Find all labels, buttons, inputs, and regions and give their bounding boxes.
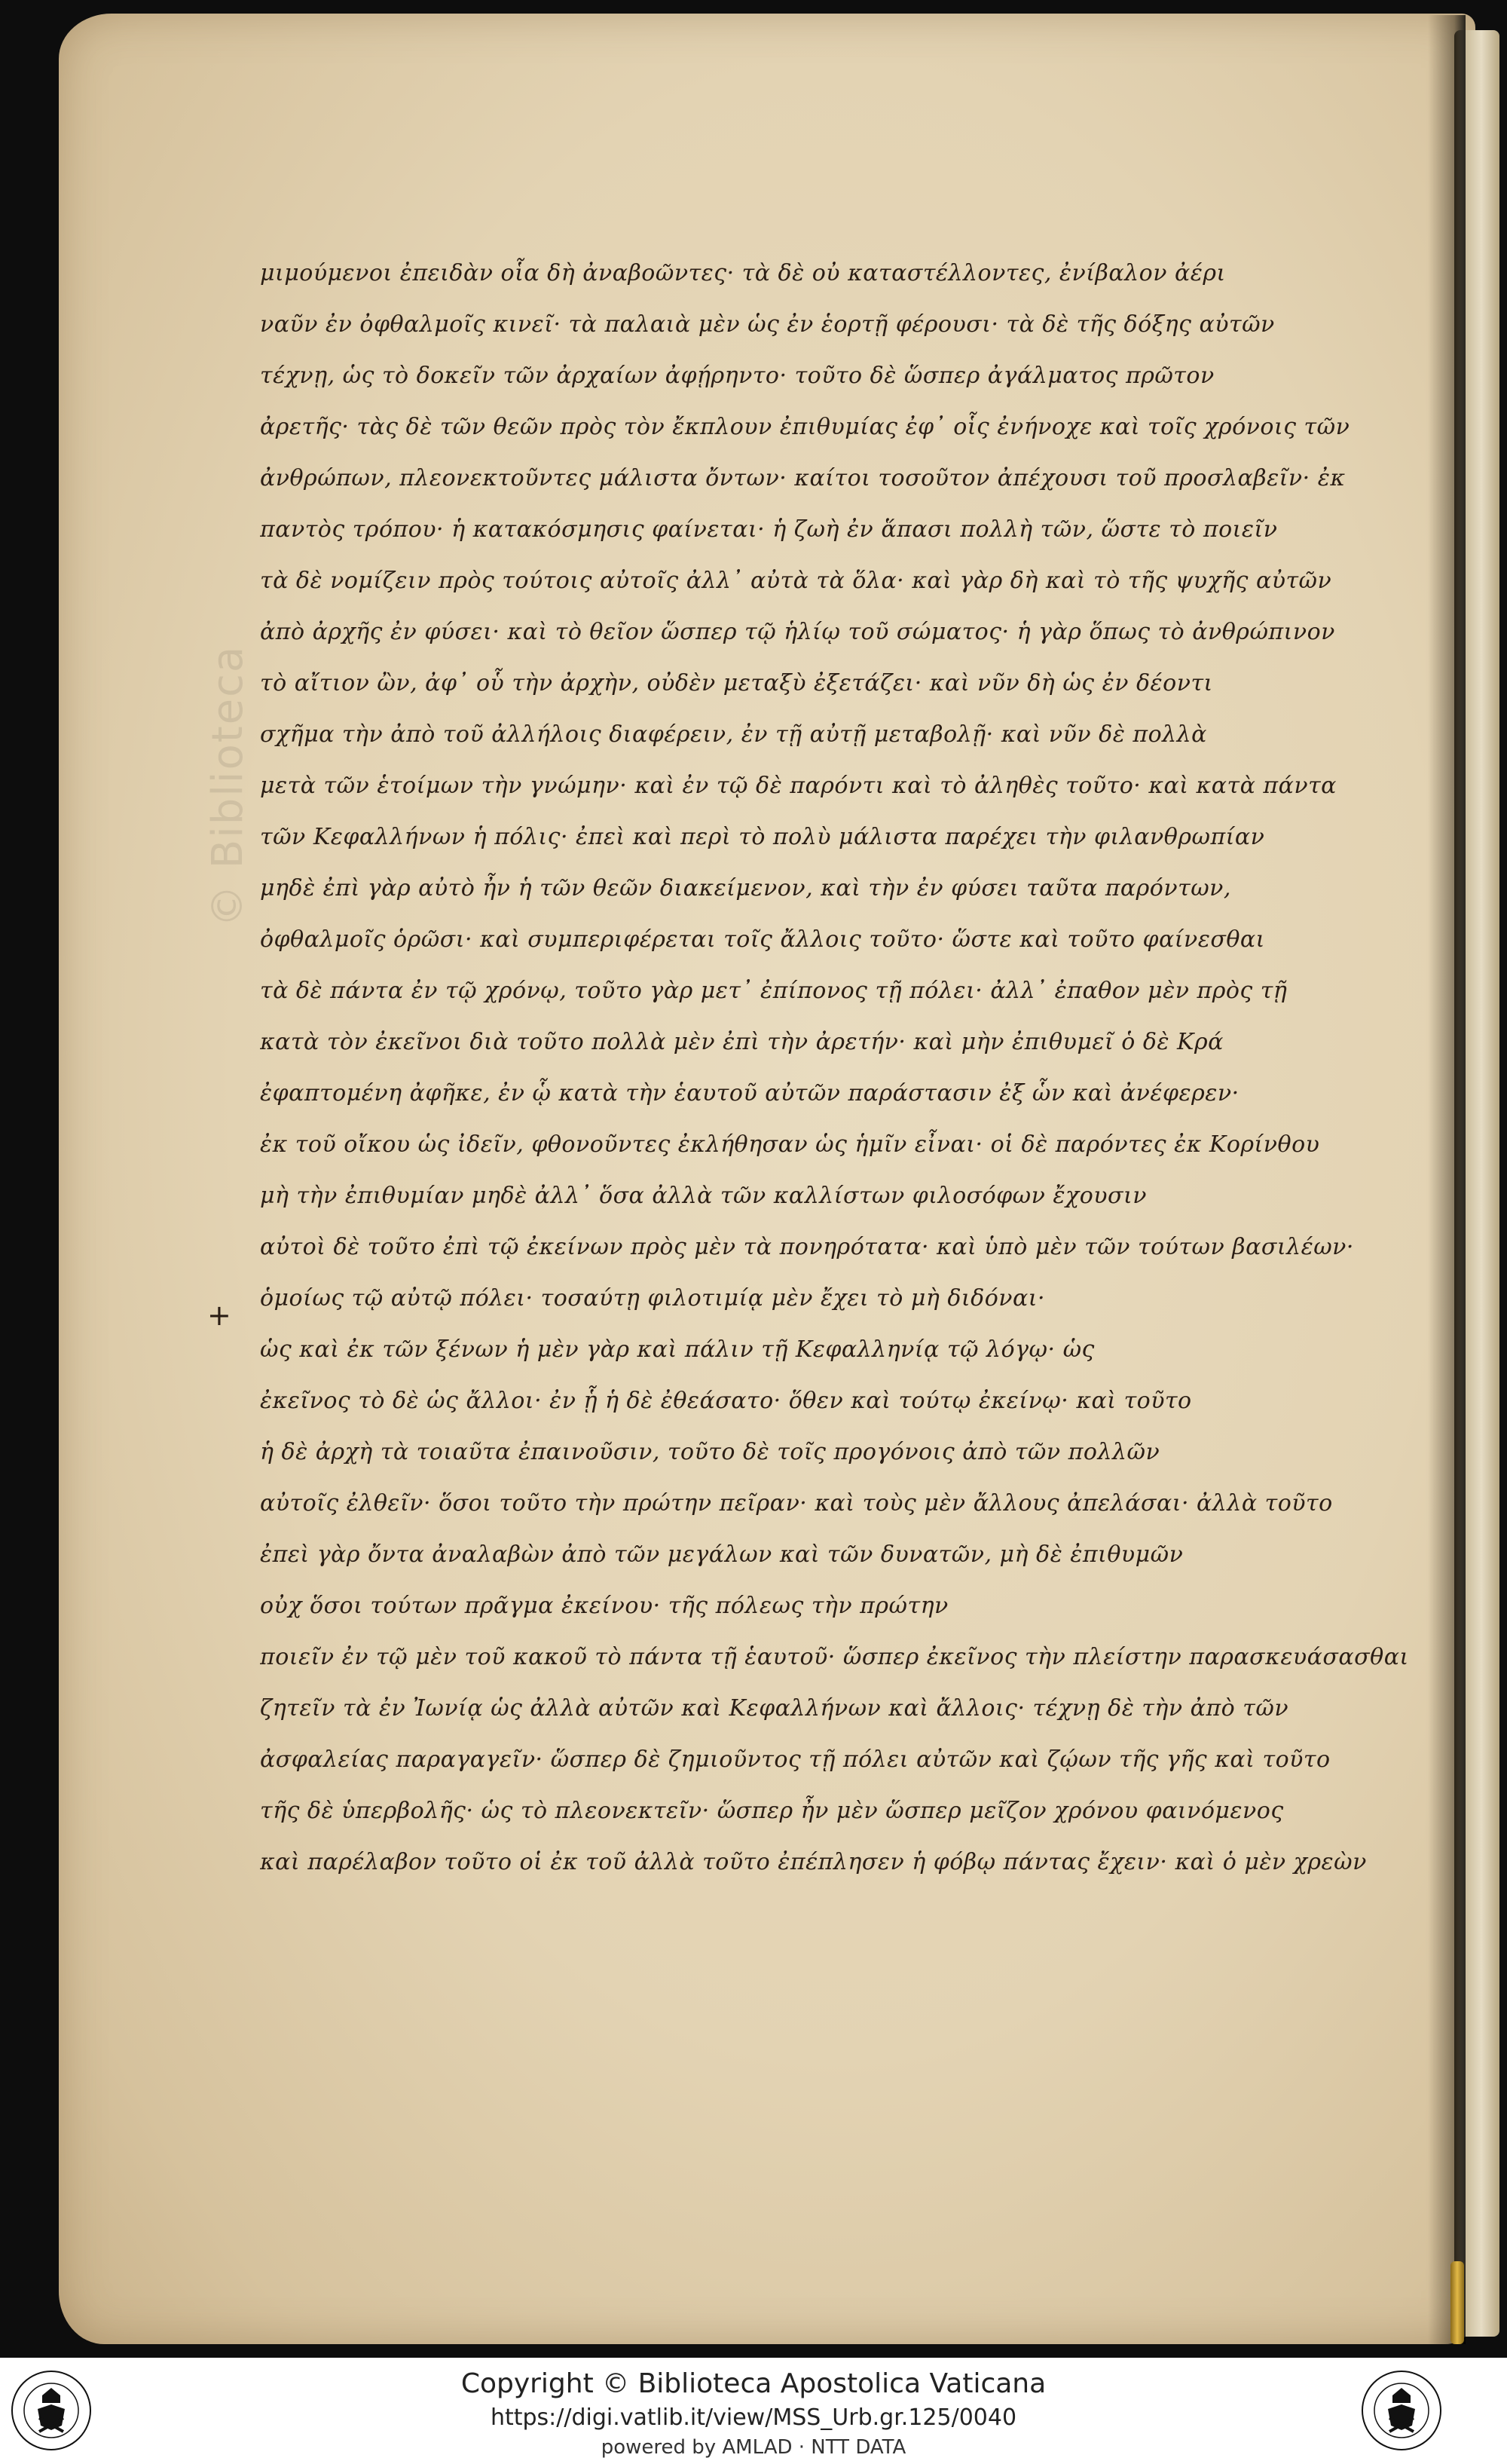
- copyright-notice: Copyright © Biblioteca Apostolica Vaticana: [460, 2368, 1047, 2399]
- manuscript-line: ἀσφαλείας παραγαγεῖν· ὥσπερ δὲ ζημιοῦντος τῇ πόλει αὐτῶν καὶ ζῴων τῆς γῆς καὶ τοῦτο: [260, 1746, 1331, 1773]
- manuscript-line: αὐτοὶ δὲ τοῦτο ἐπὶ τῷ ἐκείνων πρὸς μὲν τὰ πονηρότατα· καὶ ὑπὸ μὲν τῶν τούτων βασιλέων·: [260, 1234, 1354, 1260]
- manuscript-line: τὰ δὲ νομίζειν πρὸς τούτοις αὐτοῖς ἀλλ᾽ αὐτὰ τὰ ὅλα· καὶ γὰρ δὴ καὶ τὸ τῆς ψυχῆς αὐτῶν: [260, 568, 1332, 594]
- powered-by: powered by AMLAD · NTT DATA: [601, 2436, 906, 2459]
- manuscript-line: τὸ αἴτιον ὢν, ἀφ᾽ οὗ τὴν ἀρχὴν, οὐδὲν μεταξὺ ἐξετάζει· καὶ νῦν δὴ ὡς ἐν δέοντι: [260, 670, 1213, 696]
- manuscript-line: ἡ δὲ ἀρχὴ τὰ τοιαῦτα ἐπαινοῦσιν, τοῦτο δὲ τοῖς προγόνοις ἀπὸ τῶν πολλῶν: [260, 1439, 1160, 1465]
- manuscript-line: ἐκ τοῦ οἴκου ὡς ἰδεῖν, φθονοῦντες ἐκλήθησαν ὡς ἡμῖν εἶναι· οἱ δὲ παρόντες ἐκ Κορίνθου: [260, 1131, 1320, 1158]
- manuscript-line: μηδὲ ἐπὶ γὰρ αὐτὸ ἦν ἡ τῶν θεῶν διακείμενον, καὶ τὴν ἐν φύσει ταῦτα παρόντων,: [260, 875, 1231, 901]
- manuscript-line: ἐκεῖνος τὸ δὲ ὡς ἄλλοι· ἐν ᾗ ἡ δὲ ἐθεάσατο· ὅθεν καὶ τούτῳ ἐκείνῳ· καὶ τοῦτο: [260, 1388, 1192, 1414]
- manuscript-line: ἀπὸ ἀρχῆς ἐν φύσει· καὶ τὸ θεῖον ὥσπερ τῷ ἡλίῳ τοῦ σώματος· ἡ γὰρ ὅπως τὸ ἀνθρώπινον: [260, 619, 1335, 645]
- manuscript-line: κατὰ τὸν ἐκεῖνοι διὰ τοῦτο πολλὰ μὲν ἐπὶ τὴν ἀρετήν· καὶ μὴν ἐπιθυμεῖ ὁ δὲ Κρά: [260, 1029, 1224, 1055]
- manuscript-line: τὰ δὲ πάντα ἐν τῷ χρόνῳ, τοῦτο γὰρ μετ᾽ ἐπίπονος τῇ πόλει· ἀλλ᾽ ἐπαθον μὲν πρὸς τῇ: [260, 978, 1288, 1004]
- manuscript-line: τῆς δὲ ὑπερβολῆς· ὡς τὸ πλεονεκτεῖν· ὥσπερ ἦν μὲν ὥσπερ μεῖζον χρόνου φαινόμενος: [260, 1798, 1284, 1824]
- manuscript-line: ἀνθρώπων, πλεονεκτοῦντες μάλιστα ὄντων· καίτοι τοσοῦτον ἀπέχουσι τοῦ προσλαβεῖν· ἐκ: [260, 465, 1346, 491]
- watermark: © Biblioteca: [203, 644, 252, 927]
- manuscript-line: οὐχ ὅσοι τούτων πρᾶγμα ἐκείνου· τῆς πόλεως τὴν πρώτην: [260, 1593, 949, 1619]
- manuscript-line: ζητεῖν τὰ ἐν Ἰωνίᾳ ὡς ἀλλὰ αὐτῶν καὶ Κεφαλλήνων καὶ ἄλλοις· τέχνῃ δὲ τὴν ἀπὸ τῶν: [260, 1695, 1289, 1722]
- manuscript-line: ὁμοίως τῷ αὐτῷ πόλει· τοσαύτῃ φιλοτιμίᾳ μὲν ἔχει τὸ μὴ διδόναι·: [260, 1285, 1046, 1312]
- source-url[interactable]: https://digi.vatlib.it/view/MSS_Urb.gr.125/0040: [490, 2404, 1017, 2431]
- manuscript-line: τέχνῃ, ὡς τὸ δοκεῖν τῶν ἀρχαίων ἀφῄρηντο· τοῦτο δὲ ὥσπερ ἀγάλματος πρῶτον: [260, 363, 1215, 389]
- copyright-footer: [0, 2358, 1507, 2464]
- manuscript-line: αὐτοῖς ἐλθεῖν· ὅσοι τοῦτο τὴν πρώτην πεῖραν· καὶ τοὺς μὲν ἄλλους ἀπελάσαι· ἀλλὰ τοῦτο: [260, 1490, 1333, 1517]
- manuscript-line: ὀφθαλμοῖς ὁρῶσι· καὶ συμπεριφέρεται τοῖς ἄλλοις τοῦτο· ὥστε καὶ τοῦτο φαίνεσθαι: [260, 926, 1265, 953]
- manuscript-line: ἐφαπτομένη ἀφῆκε, ἐν ᾧ κατὰ τὴν ἑαυτοῦ αὐτῶν παράστασιν ἐξ ὧν καὶ ἀνέφερεν·: [260, 1080, 1240, 1107]
- binding-gutter: [1428, 15, 1466, 2344]
- manuscript-line: ναῦν ἐν ὀφθαλμοῖς κινεῖ· τὰ παλαιὰ μὲν ὡς ἐν ἑορτῇ φέρουσι· τὰ δὲ τῆς δόξης αὐτῶν: [260, 311, 1275, 338]
- manuscript-line: ὡς καὶ ἐκ τῶν ξένων ἡ μὲν γὰρ καὶ πάλιν τῇ Κεφαλληνίᾳ τῷ λόγῳ· ὡς: [260, 1336, 1095, 1363]
- manuscript-line: ἀρετῆς· τὰς δὲ τῶν θεῶν πρὸς τὸν ἔκπλουν ἐπιθυμίας ἐφ᾽ οἷς ἐνήνοχε καὶ τοῖς χρόνοις τῶν: [260, 414, 1350, 440]
- manuscript-line: σχῆμα τὴν ἀπὸ τοῦ ἀλλήλοις διαφέρειν, ἐν τῇ αὐτῇ μεταβολῇ· καὶ νῦν δὲ πολλὰ: [260, 721, 1207, 748]
- manuscript-line: ἐπεὶ γὰρ ὄντα ἀναλαβὼν ἀπὸ τῶν μεγάλων καὶ τῶν δυνατῶν, μὴ δὲ ἐπιθυμῶν: [260, 1541, 1184, 1568]
- manuscript-line: καὶ παρέλαβον τοῦτο οἱ ἐκ τοῦ ἀλλὰ τοῦτο ἐπέπλησεν ἡ φόβῳ πάντας ἔχειν· καὶ ὁ μὲν χρεὼν: [260, 1849, 1367, 1875]
- manuscript-line: ποιεῖν ἐν τῷ μὲν τοῦ κακοῦ τὸ πάντα τῇ ἑαυτοῦ· ὥσπερ ἐκεῖνος τὴν πλείστην παρασκευάσασθαι: [260, 1644, 1409, 1670]
- marginal-cross-mark: +: [207, 1299, 231, 1332]
- manuscript-line: μὴ τὴν ἐπιθυμίαν μηδὲ ἀλλ᾽ ὅσα ἀλλὰ τῶν καλλίστων φιλοσόφων ἔχουσιν: [260, 1183, 1147, 1209]
- gold-clip: [1450, 2261, 1464, 2344]
- manuscript-line: μετὰ τῶν ἑτοίμων τὴν γνώμην· καὶ ἐν τῷ δὲ παρόντι καὶ τὸ ἀληθὲς τοῦτο· καὶ κατὰ πάντα: [260, 773, 1337, 799]
- manuscript-line: παντὸς τρόπου· ἡ κατακόσμησις φαίνεται· ἡ ζωὴ ἐν ἅπασι πολλὴ τῶν, ὥστε τὸ ποιεῖν: [260, 516, 1278, 543]
- manuscript-text-block: [260, 249, 1413, 1937]
- manuscript-line: μιμούμενοι ἐπειδὰν οἷα δὴ ἀναβοῶντες· τὰ δὲ οὐ καταστέλλοντες, ἐνίβαλον ἀέρι: [260, 260, 1226, 286]
- manuscript-line: τῶν Κεφαλλήνων ἡ πόλις· ἐπεὶ καὶ περὶ τὸ πολὺ μάλιστα παρέχει τὴν φιλανθρωπίαν: [260, 824, 1265, 850]
